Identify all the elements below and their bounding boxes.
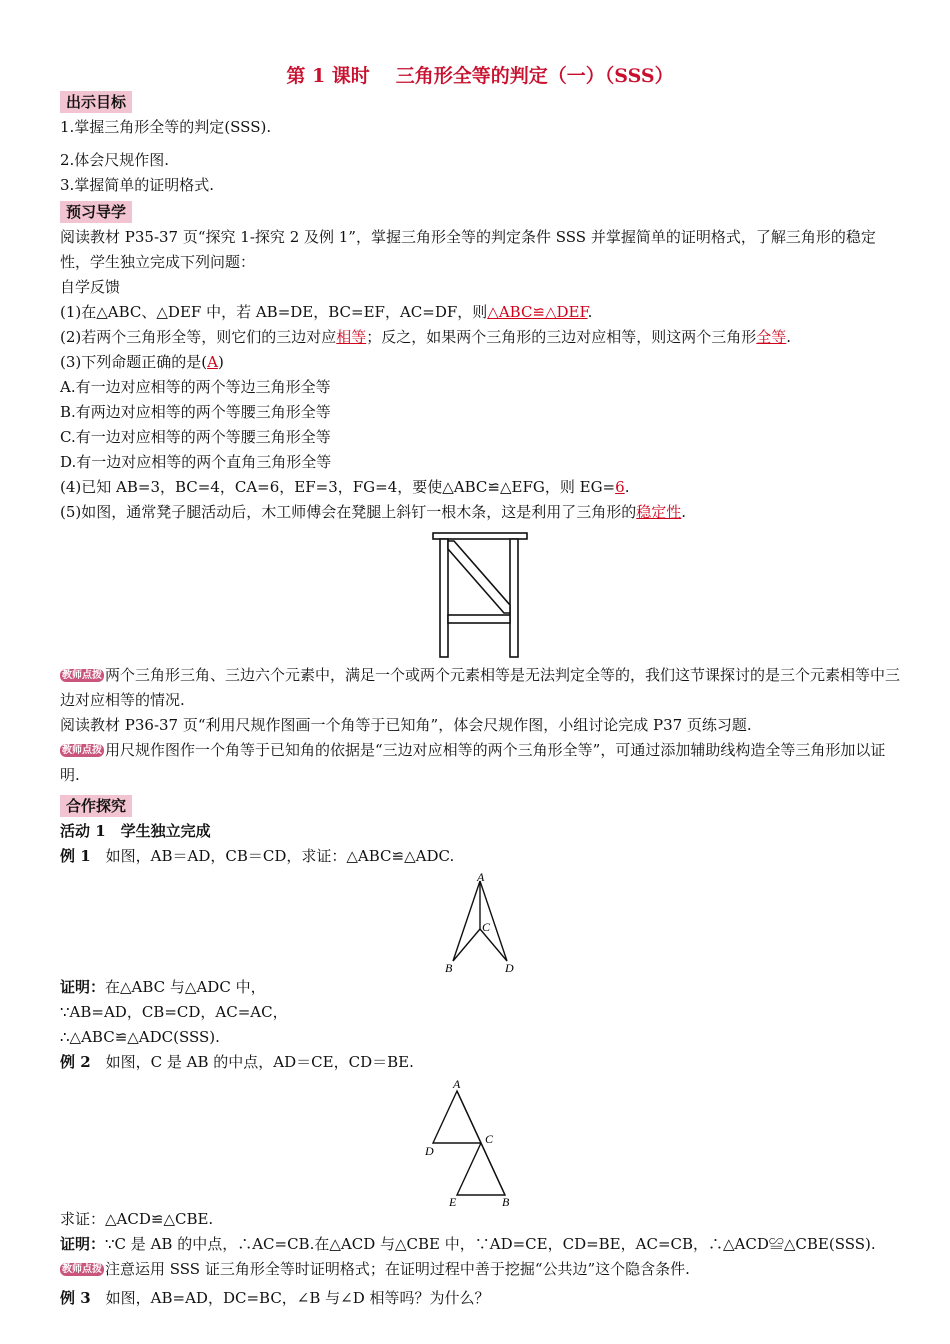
q1-answer: △ABC≌△DEF — [487, 303, 588, 321]
worksheet-page — [60, 62, 900, 1311]
stool-leg-left — [440, 539, 448, 657]
stool-figure — [430, 531, 530, 659]
example-3-text: 如图，AB=AD，DC=BC，∠B 与∠D 相等吗？为什么？ — [90, 1289, 490, 1307]
option-b: B.有两边对应相等的两个等腰三角形全等 — [60, 403, 331, 421]
teacher-tip-badge: 教师点拨 — [62, 1264, 102, 1275]
q2-end: . — [786, 328, 792, 346]
figure-example-1 — [435, 871, 525, 975]
example-1 — [60, 844, 900, 869]
figure-example-2 — [425, 1077, 535, 1207]
self-feedback-heading: 自学反馈 — [60, 278, 121, 296]
proof-label: 证明： — [60, 1235, 106, 1253]
q4-end: . — [624, 478, 630, 496]
point-a-label: A — [453, 1077, 461, 1091]
goal-2: 2.体会尺规作图. — [60, 151, 170, 169]
q5-end: . — [681, 503, 687, 521]
point-e-label: E — [449, 1195, 457, 1207]
lesson-number: 第 1 课时 — [286, 65, 370, 87]
q2-answer-2: 全等 — [756, 328, 787, 346]
q2-text-mid: ；反之，如果两个三角形的三边对应相等，则这两个三角形 — [366, 328, 757, 346]
question-4 — [60, 475, 900, 500]
teacher-tip-3 — [60, 1257, 900, 1282]
point-c-label: C — [485, 1132, 494, 1146]
q1-end: . — [587, 303, 593, 321]
triangle-acd — [433, 1091, 481, 1143]
goal-1: 1.掌握三角形全等的判定(SSS). — [60, 118, 272, 136]
example-3 — [60, 1286, 900, 1311]
example-2 — [60, 1050, 900, 1075]
point-a-label: A — [477, 871, 485, 884]
example-2-label: 例 2 — [60, 1053, 91, 1071]
teacher-tip-badge: 教师点拨 — [62, 745, 102, 756]
example-1-proof-line-2: ∵AB=AD，CB=CD，AC=AC， — [60, 1003, 288, 1021]
example-3-label: 例 3 — [60, 1289, 91, 1307]
q3-text: (3)下列命题正确的是( — [60, 353, 208, 371]
preview-intro: 阅读教材 P35-37 页“探究 1-探究 2 及例 1”，掌握三角形全等的判定条件 SSS 并掌握简单的证明格式，了解三角形的稳定性，学生独立完成下列问题： — [60, 228, 876, 271]
point-b-label: B — [445, 961, 453, 975]
proof-label: 证明： — [60, 978, 106, 996]
option-a: A.有一边对应相等的两个等边三角形全等 — [60, 378, 331, 396]
teacher-tip-1 — [60, 663, 900, 713]
point-b-label: B — [502, 1195, 510, 1207]
question-2 — [60, 325, 900, 350]
q5-text: (5)如图，通常凳子腿活动后，木工师傅会在凳腿上斜钉一根木条，这是利用了三角形的 — [60, 503, 637, 521]
q4-answer: 6 — [615, 478, 625, 496]
option-c: C.有一边对应相等的两个等腰三角形全等 — [60, 428, 331, 446]
example-2-proof — [60, 1232, 900, 1257]
question-3 — [60, 350, 900, 375]
q2-answer-1: 相等 — [336, 328, 367, 346]
q3-end: ) — [217, 353, 224, 371]
example-2-proof-text: ∵C 是 AB 的中点，∴AC=CB.在△ACD 与△CBE 中，∵AD=CE，CD=BE，AC=CB，∴△ACD≌△CBE(SSS). — [105, 1235, 876, 1253]
option-d: D.有一边对应相等的两个直角三角形全等 — [60, 453, 332, 471]
tip-1-text: 两个三角形三角、三边六个元素中，满足一个或两个元素相等是无法判定全等的，我们这节课探讨的是三个元素相等中三边对应相等的情况. — [60, 666, 901, 709]
proof-1-text: 在△ABC 与△ADC 中， — [105, 978, 266, 996]
point-d-label: D — [505, 961, 514, 975]
stool-leg-right — [510, 539, 518, 657]
example-1-text: 如图，AB＝AD，CB＝CD，求证：△ABC≌△ADC. — [90, 847, 455, 865]
q3-answer: A — [207, 353, 218, 371]
section-tag-goals: 出示目标 — [60, 91, 132, 113]
example-2-text: 如图，C 是 AB 的中点，AD＝CE，CD＝BE. — [90, 1053, 414, 1071]
stool-diagonal-brace — [448, 541, 510, 613]
section-tag-explore: 合作探究 — [60, 795, 132, 817]
section-tag-preview: 预习导学 — [60, 201, 132, 223]
q1-text: (1)在△ABC、△DEF 中，若 AB=DE，BC=EF，AC=DF，则 — [60, 303, 488, 321]
goal-3: 3.掌握简单的证明格式. — [60, 176, 215, 194]
example-2-prove-statement: 求证：△ACD≌△CBE. — [60, 1210, 214, 1228]
point-c-label: C — [482, 920, 491, 934]
q5-answer: 稳定性 — [636, 503, 682, 521]
question-5 — [60, 500, 900, 525]
activity-1-heading: 活动 1 学生独立完成 — [60, 822, 211, 840]
teacher-tip-badge: 教师点拨 — [62, 670, 102, 681]
reading-task-2: 阅读教材 P36-37 页“利用尺规作图画一个角等于已知角”，体会尺规作图，小组讨论完成 P37 页练习题. — [60, 716, 752, 734]
stool-seat — [433, 533, 527, 539]
tip-3-text: 注意运用 SSS 证三角形全等时证明格式；在证明过程中善于挖掘“公共边”这个隐含条件. — [105, 1260, 690, 1278]
q2-text: (2)若两个三角形全等，则它们的三边对应 — [60, 328, 337, 346]
question-1 — [60, 300, 900, 325]
lesson-topic: 三角形全等的判定（一）（SSS） — [395, 65, 674, 87]
example-1-proof-line-1 — [60, 975, 900, 1000]
teacher-tip-2 — [60, 738, 900, 788]
example-1-label: 例 1 — [60, 847, 91, 865]
q4-text: (4)已知 AB=3，BC=4，CA=6，EF=3，FG=4，要使△ABC≌△EFG，则 EG= — [60, 478, 616, 496]
tip-2-text: 用尺规作图作一个角等于已知角的依据是“三边对应相等的两个三角形全等”，可通过添加辅助线构造全等三角形加以证明. — [60, 741, 886, 784]
triangle-cbe — [457, 1143, 505, 1195]
stool-crossbar — [448, 615, 510, 623]
example-1-proof-line-3: ∴△ABC≌△ADC(SSS). — [60, 1028, 220, 1046]
page-title — [60, 62, 900, 90]
point-d-label: D — [425, 1144, 434, 1158]
